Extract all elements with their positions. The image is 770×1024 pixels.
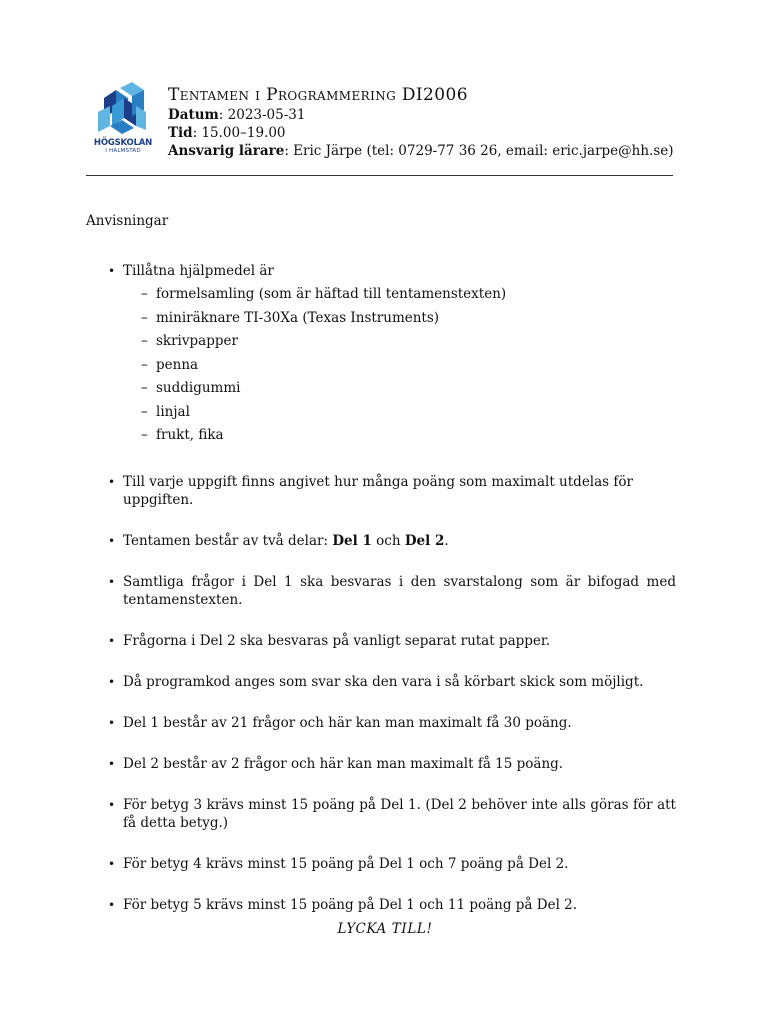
list-item <box>86 855 676 873</box>
aids-intro: • Tillåtna hjälpmedel är <box>123 263 274 279</box>
aid-item: – miniräknare TI-30Xa (Texas Instruments) <box>123 309 676 333</box>
list-item <box>86 896 676 914</box>
parts-and: och <box>371 532 405 549</box>
list-item <box>86 673 676 691</box>
list-item <box>86 532 676 550</box>
header-divider <box>86 175 673 176</box>
list-item <box>86 573 676 609</box>
logo-mark-icon <box>90 82 156 138</box>
grade5-rule: • För betyg 5 krävs minst 15 poäng på Del 1 och 11 poäng på Del 2. <box>123 896 578 913</box>
aid-item: – formelsamling (som är häftad till tentamenstexten) <box>123 285 676 309</box>
aid-item: – frukt, fika <box>123 426 676 450</box>
list-item <box>86 796 676 832</box>
aid-item: – penna <box>123 356 676 380</box>
code-answers: • Då programkod anges som svar ska den vara i så körbart skick som möjligt. <box>123 673 644 690</box>
exam-date <box>168 106 688 124</box>
aids-list <box>123 285 676 450</box>
exam-teacher <box>168 142 688 160</box>
list-item <box>86 473 676 509</box>
part2-label: Del 2 <box>404 532 445 549</box>
points-info: • Till varje uppgift finns angivet hur många poäng som maximalt utdelas för uppgiften. <box>123 473 633 508</box>
date-label: Datum <box>168 107 219 123</box>
del1-answers: • Samtliga frågor i Del 1 ska besvaras i den svarstalong som är bifogad med tentamenstexten. <box>123 573 676 608</box>
del1-points: • Del 1 består av 21 frågor och här kan man maximalt få 30 poäng. <box>123 714 572 731</box>
part1-label: Del 1 <box>332 532 372 549</box>
aid-item: – skrivpapper <box>123 332 676 356</box>
time-label: Tid <box>168 125 193 141</box>
closing-message: LYCKA TILL! <box>337 921 433 937</box>
exam-title: Tentamen i Programmering DI2006 <box>168 85 468 105</box>
del2-answers: • Frågorna i Del 2 ska besvaras på vanligt separat rutat papper. <box>123 632 551 649</box>
grade3-rule: • För betyg 3 krävs minst 15 poäng på Del 1. (Del 2 behöver inte alls göras för att få detta betyg.) <box>123 796 676 831</box>
list-item <box>86 632 676 650</box>
list-item <box>86 714 676 732</box>
logo-text-line2: I HALMSTAD <box>105 148 141 154</box>
instructions-list <box>86 262 676 937</box>
logo-text-line1: HÖGSKOLAN <box>93 138 153 148</box>
aid-item: – linjal <box>123 403 676 427</box>
date-value: : 2023-05-31 <box>218 107 306 123</box>
teacher-value: : Eric Järpe (tel: 0729-77 36 26, email: eric.jarpe@hh.se) <box>284 143 674 159</box>
del2-points: • Del 2 består av 2 frågor och här kan man maximalt få 15 poäng. <box>123 755 564 772</box>
time-value: : 15.00–19.00 <box>192 125 286 141</box>
exam-parts <box>123 532 676 550</box>
section-heading: Anvisningar <box>86 213 169 229</box>
document-header <box>168 84 688 160</box>
exam-time <box>168 124 688 142</box>
university-logo <box>90 82 156 158</box>
list-item <box>86 755 676 773</box>
aid-item: – suddigummi <box>123 379 676 403</box>
parts-prefix: Tentamen består av två delar: <box>123 532 333 549</box>
grade4-rule: • För betyg 4 krävs minst 15 poäng på Del 1 och 7 poäng på Del 2. <box>123 855 569 872</box>
list-item <box>86 262 676 450</box>
teacher-label: Ansvarig lärare <box>168 143 285 159</box>
parts-suffix: . <box>444 532 449 549</box>
